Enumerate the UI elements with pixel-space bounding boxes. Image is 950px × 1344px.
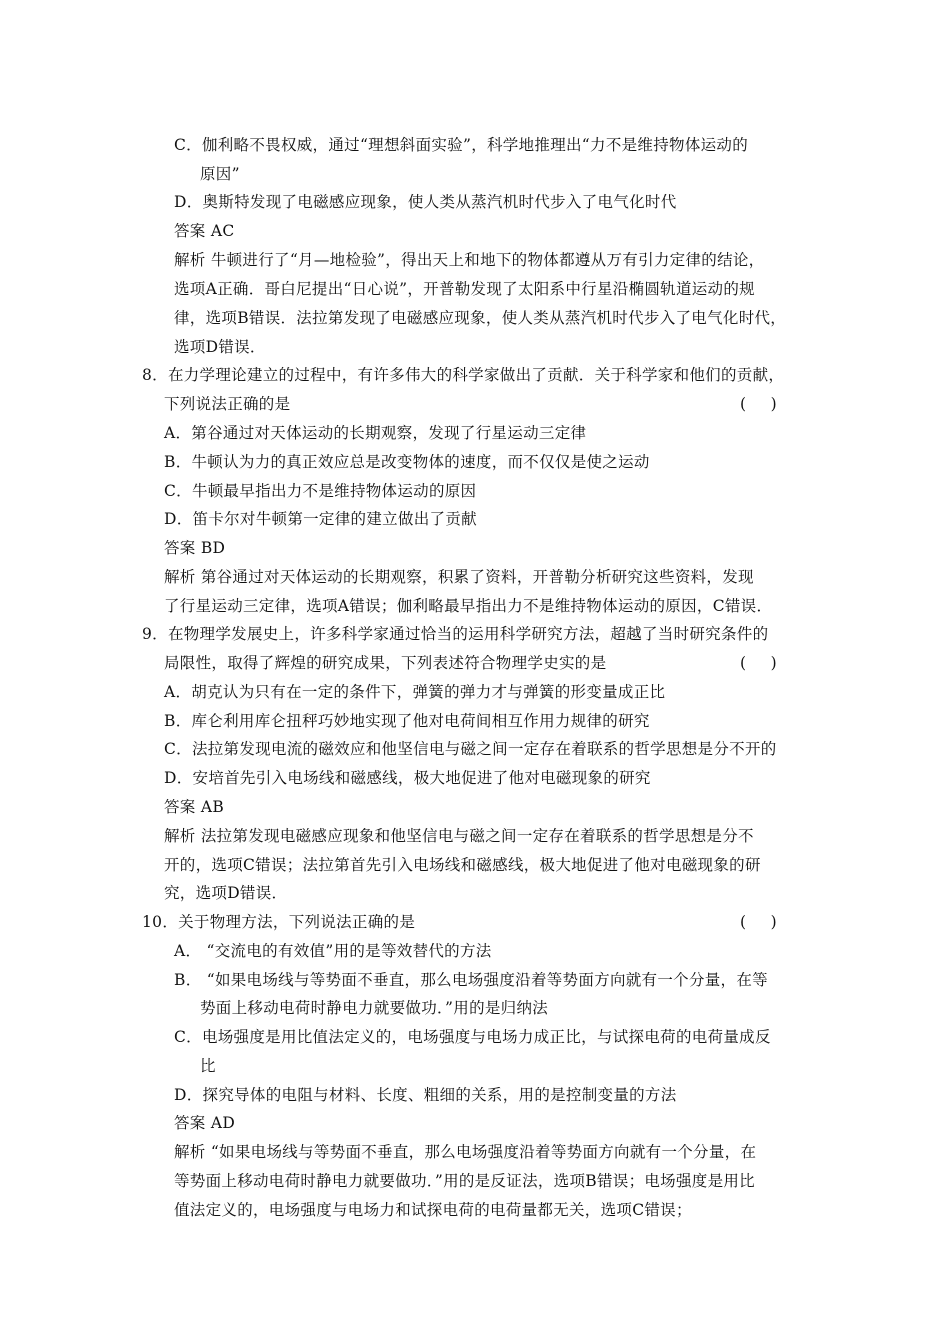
q9-stem-line2: 局限性，取得了辉煌的研究成果，下列表述符合物理学史实的是 bbox=[164, 654, 607, 672]
q9-option-c: C．法拉第发现电流的磁效应和他坚信电与磁之间一定存在着联系的哲学思想是分不开的 bbox=[164, 740, 777, 758]
q7-answer: 答案 AC bbox=[174, 222, 235, 240]
q10-option-a: A． “交流电的有效值”用的是等效替代的方法 bbox=[174, 942, 492, 960]
q7-analysis-line3: 律，选项B错误．法拉第发现了电磁感应现象，使人类从蒸汽机时代步入了电气化时代， bbox=[174, 309, 787, 327]
q8-option-c: C．牛顿最早指出力不是维持物体运动的原因 bbox=[164, 482, 477, 500]
q8-analysis-line1: 解析 第谷通过对天体运动的长期观察，积累了资料，开普勒分析研究这些资料，发现 bbox=[164, 568, 754, 586]
q9-option-b: B．库仑利用库仑扭秤巧妙地实现了他对电荷间相互作用力规律的研究 bbox=[164, 712, 650, 730]
q10-option-b-line1: B． “如果电场线与等势面不垂直，那么电场强度沿着等势面方向就有一个分量，在等 bbox=[174, 971, 768, 989]
q7-analysis-line4: 选项D错误． bbox=[174, 338, 266, 356]
q7-option-d: D．奥斯特发现了电磁感应现象，使人类从蒸汽机时代步入了电气化时代 bbox=[174, 193, 677, 211]
q10-analysis-line2: 等势面上移动电荷时静电力就要做功．”用的是反证法，选项B错误；电场强度是用比 bbox=[174, 1172, 755, 1190]
q9-analysis-line3: 究，选项D错误． bbox=[164, 884, 288, 902]
q10-answer: 答案 AD bbox=[174, 1114, 236, 1132]
q10-stem: 10．关于物理方法，下列说法正确的是 bbox=[142, 913, 416, 931]
q8-answer: 答案 BD bbox=[164, 539, 226, 557]
q8-option-b: B．牛顿认为力的真正效应总是改变物体的速度，而不仅仅是使之运动 bbox=[164, 453, 650, 471]
q7-option-c-line2: 原因” bbox=[200, 165, 240, 183]
q10-analysis-line1: 解析 “如果电场线与等势面不垂直，那么电场强度沿着等势面方向就有一个分量，在 bbox=[174, 1143, 757, 1161]
q7-analysis-line1: 解析 牛顿进行了“月—地检验”，得出天上和地下的物体都遵从万有引力定律的结论， bbox=[174, 251, 765, 269]
q10-option-c-line2: 比 bbox=[200, 1057, 216, 1075]
q10-analysis-line3: 值法定义的，电场强度与电场力和试探电荷的电荷量都无关，选项C错误； bbox=[174, 1201, 692, 1219]
q9-analysis-line2: 开的，选项C错误；法拉第首先引入电场线和磁感线，极大地促进了他对电磁现象的研 bbox=[164, 856, 761, 874]
q10-option-c-line1: C．电场强度是用比值法定义的，电场强度与电场力成正比，与试探电荷的电荷量成反 bbox=[174, 1028, 771, 1046]
q7-option-c-line1: C．伽利略不畏权威，通过“理想斜面实验”，科学地推理出“力不是维持物体运动的 bbox=[174, 136, 749, 154]
q8-answer-paren: ( ) bbox=[740, 395, 777, 413]
q9-answer: 答案 AB bbox=[164, 798, 225, 816]
q9-option-a: A．胡克认为只有在一定的条件下，弹簧的弹力才与弹簧的形变量成正比 bbox=[164, 683, 666, 701]
q8-option-d: D．笛卡尔对牛顿第一定律的建立做出了贡献 bbox=[164, 510, 477, 528]
q9-stem-line1: 9．在物理学发展史上，许多科学家通过恰当的运用科学研究方法，超越了当时研究条件的 bbox=[142, 625, 769, 643]
q8-stem-line2: 下列说法正确的是 bbox=[164, 395, 291, 413]
q10-answer-paren: ( ) bbox=[740, 913, 777, 931]
q9-option-d: D．安培首先引入电场线和磁感线，极大地促进了他对电磁现象的研究 bbox=[164, 769, 651, 787]
q10-option-b-line2: 势面上移动电荷时静电力就要做功．”用的是归纳法 bbox=[200, 999, 549, 1017]
q7-analysis-line2: 选项A正确．哥白尼提出“日心说”，开普勒发现了太阳系中行星沿椭圆轨道运动的规 bbox=[174, 280, 755, 298]
q8-analysis-line2: 了行星运动三定律，选项A错误；伽利略最早指出力不是维持物体运动的原因，C错误． bbox=[164, 597, 773, 615]
q9-answer-paren: ( ) bbox=[740, 654, 777, 672]
q8-stem-line1: 8．在力学理论建立的过程中，有许多伟大的科学家做出了贡献．关于科学家和他们的贡献， bbox=[142, 366, 785, 384]
q8-option-a: A．第谷通过对天体运动的长期观察，发现了行星运动三定律 bbox=[164, 424, 587, 442]
q9-analysis-line1: 解析 法拉第发现电磁感应现象和他坚信电与磁之间一定存在着联系的哲学思想是分不 bbox=[164, 827, 754, 845]
q10-option-d: D．探究导体的电阻与材料、长度、粗细的关系，用的是控制变量的方法 bbox=[174, 1086, 677, 1104]
